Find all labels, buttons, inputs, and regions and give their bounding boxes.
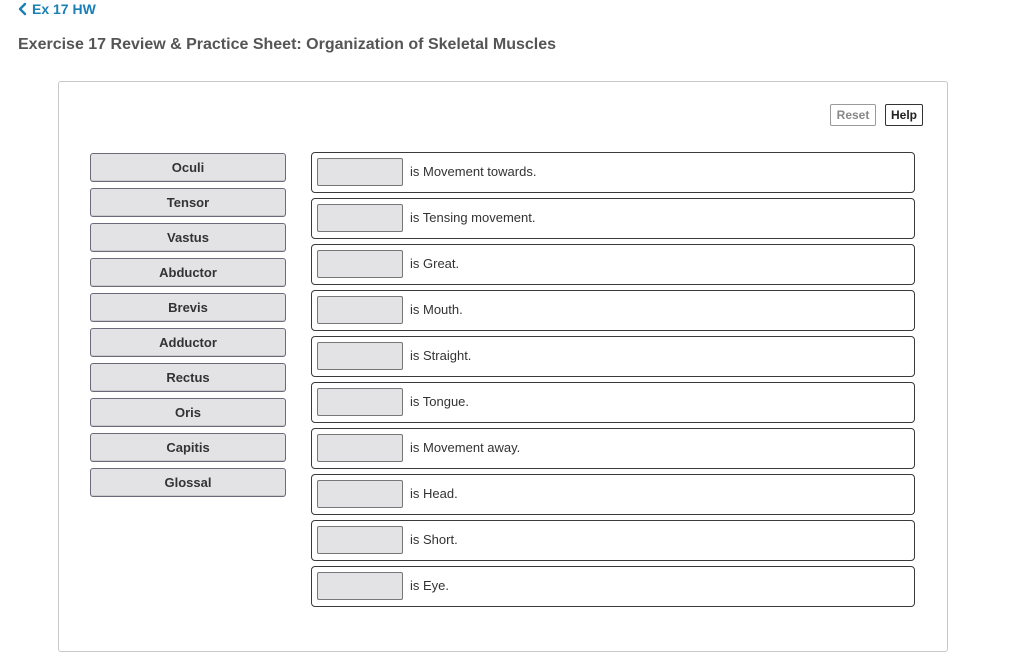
target-text: is Movement towards. [410, 164, 537, 179]
target-text: is Movement away. [410, 440, 521, 455]
drop-slot[interactable] [317, 158, 403, 186]
target-row [311, 198, 915, 239]
reset-button[interactable]: Reset [830, 104, 876, 126]
target-row [311, 520, 915, 561]
target-row [311, 382, 915, 423]
label-tile[interactable]: Oculi [90, 153, 286, 182]
help-button[interactable]: Help [885, 104, 923, 126]
drop-slot[interactable] [317, 296, 403, 324]
label-bank [90, 153, 286, 503]
label-tile[interactable]: Capitis [90, 433, 286, 462]
target-row [311, 152, 915, 193]
label-tile[interactable]: Adductor [90, 328, 286, 357]
target-text: is Mouth. [410, 302, 463, 317]
back-link[interactable] [18, 1, 96, 17]
target-text: is Head. [410, 486, 458, 501]
label-tile[interactable]: Glossal [90, 468, 286, 497]
target-row [311, 336, 915, 377]
target-text: is Great. [410, 256, 460, 271]
drop-slot[interactable] [317, 434, 403, 462]
label-tile[interactable]: Brevis [90, 293, 286, 322]
label-tile[interactable]: Oris [90, 398, 286, 427]
label-tile[interactable]: Vastus [90, 223, 286, 252]
drop-slot[interactable] [317, 480, 403, 508]
drop-slot[interactable] [317, 388, 403, 416]
target-row [311, 474, 915, 515]
label-tile[interactable]: Abductor [90, 258, 286, 287]
chevron-left-icon [18, 2, 28, 16]
target-row [311, 428, 915, 469]
drop-slot[interactable] [317, 572, 403, 600]
target-text: is Tensing movement. [410, 210, 536, 225]
label-tile[interactable]: Tensor [90, 188, 286, 217]
matching-panel [58, 81, 948, 652]
target-row [311, 566, 915, 607]
page-title: Exercise 17 Review & Practice Sheet: Organization of Skeletal Muscles [18, 36, 557, 53]
drop-slot[interactable] [317, 342, 403, 370]
label-tile[interactable]: Rectus [90, 363, 286, 392]
target-text: is Tongue. [410, 394, 470, 409]
target-text: is Straight. [410, 348, 472, 363]
target-row [311, 244, 915, 285]
back-link-label: Ex 17 HW [32, 1, 96, 17]
drop-slot[interactable] [317, 526, 403, 554]
target-text: is Eye. [410, 578, 450, 593]
drop-slot[interactable] [317, 250, 403, 278]
target-text: is Short. [410, 532, 458, 547]
target-list [311, 152, 915, 612]
drop-slot[interactable] [317, 204, 403, 232]
target-row [311, 290, 915, 331]
